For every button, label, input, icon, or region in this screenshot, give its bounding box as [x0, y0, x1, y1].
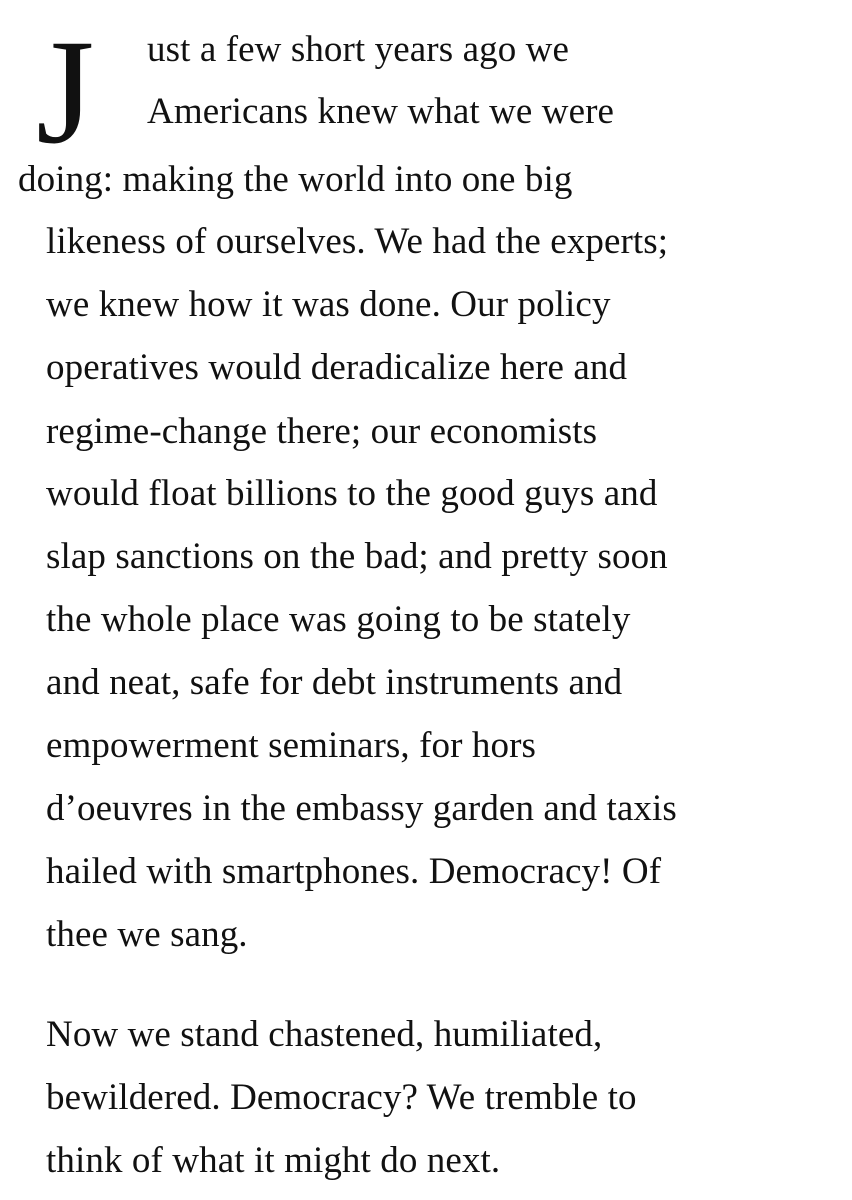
text-line: Now we stand chastened, humiliated,: [46, 1014, 603, 1055]
text-line: operatives would deradicalize here and: [46, 347, 628, 388]
text-line: doing: making the world into one big: [18, 159, 573, 200]
text-line: slap sanctions on the bad; and pretty soon: [46, 536, 668, 577]
text-line: bewildered. Democracy? We tremble to: [46, 1077, 637, 1118]
text-line: regime-change there; our economists: [46, 411, 598, 452]
text-line: would float billions to the good guys and: [46, 473, 658, 514]
text-line: thee we sang.: [46, 914, 248, 955]
text-line: and neat, safe for debt instruments and: [46, 662, 623, 703]
text-line: empowerment seminars, for hors: [46, 725, 537, 766]
text-line: the whole place was going to be stately: [46, 599, 631, 640]
text-line: Americans knew what we were: [147, 91, 615, 132]
text-line: we knew how it was done. Our policy: [46, 284, 611, 325]
text-line: think of what it might do next.: [46, 1140, 501, 1181]
drop-cap: J: [36, 9, 95, 175]
text-line: likeness of ourselves. We had the experts;: [46, 221, 669, 262]
text-line: d’oeuvres in the embassy garden and taxis: [46, 788, 677, 829]
text-line: hailed with smartphones. Democracy! Of: [46, 851, 662, 892]
text-line: ust a few short years ago we: [147, 29, 569, 70]
